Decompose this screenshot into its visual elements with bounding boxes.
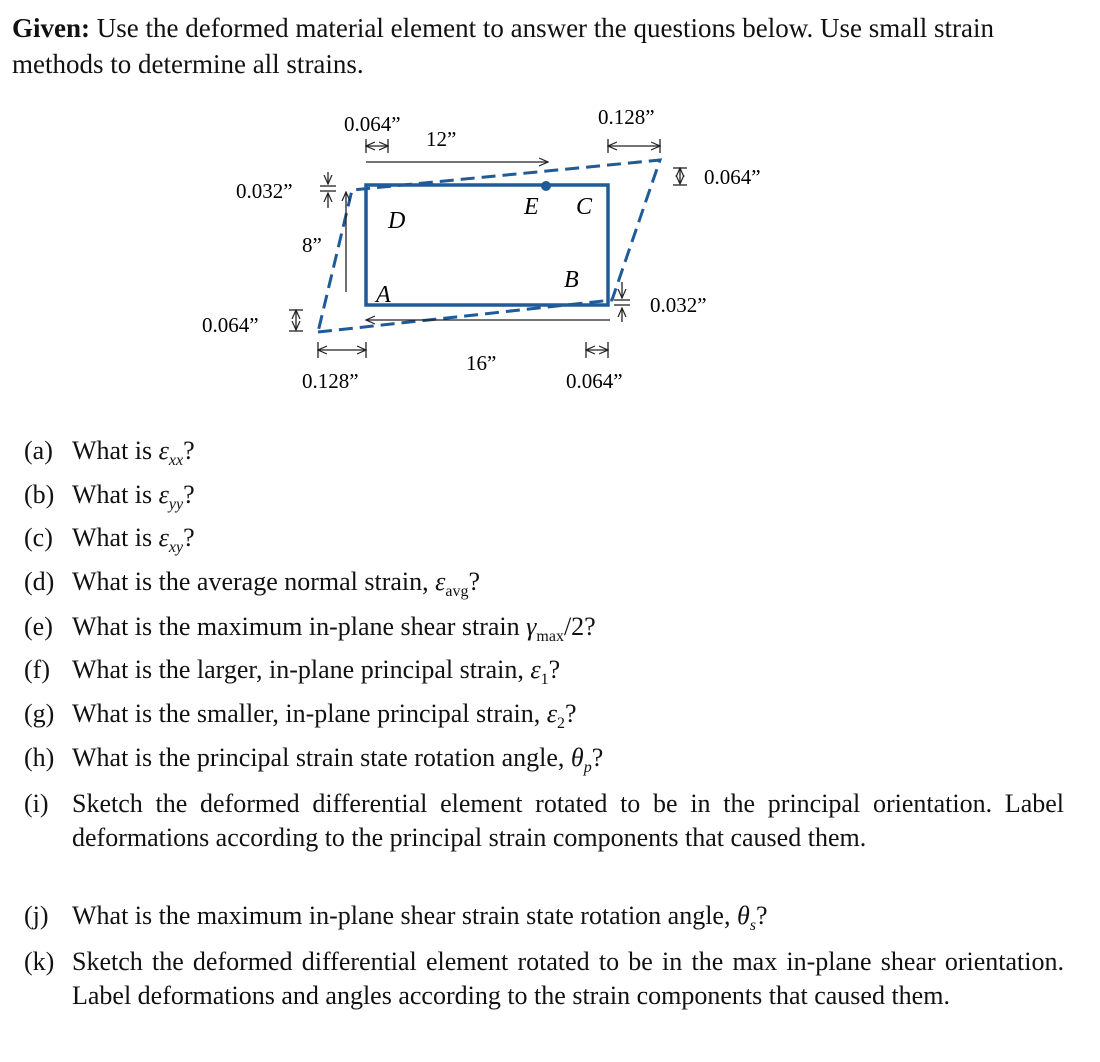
point-b-label: B [564,267,579,293]
point-e-label: E [524,194,539,220]
point-d-label: D [388,208,406,234]
given-text: Use the deformed material element to answer the questions below. Use small strain methods to determine all strains. [12,13,994,79]
label-bottom-length: 16” [466,351,497,375]
label-left-bottom: 0.064” [202,313,259,337]
point-e-dot [541,181,551,191]
question-h: (h) What is the principal strain state rotation angle, $\theta_p$? [24,743,604,777]
label-bottom-right-shift: 0.064” [566,369,623,393]
label-top-shift: 0.064” [344,112,401,136]
deformed-element-figure [0,0,1100,420]
given-label: Given: [12,13,90,43]
question-j: (j) What is the maximum in-plane shear strain state rotation angle, $\theta_s$? [24,901,768,935]
question-c: (c) What is $\varepsilon_{xy}$? [24,523,195,557]
point-c-label: C [576,194,593,220]
label-top-right-shift: 0.128” [598,105,655,129]
label-right-top: 0.064” [704,165,761,189]
label-top-length: 12” [426,127,457,151]
question-g: (g) What is the smaller, in-plane principal strain, $\varepsilon_2$? [24,699,577,733]
point-a-label: A [376,282,391,308]
label-bottom-left-shift: 0.128” [302,369,359,393]
question-f: (f) What is the larger, in-plane principal strain, $\varepsilon_1$? [24,655,561,689]
label-right-bottom: 0.032” [650,293,707,317]
question-k: (k) Sketch the deformed differential element rotated to be in the max in-plane shear orientation. Label deformations and angles according to the strain components that caused them. [24,947,1064,1010]
question-d: (d) What is the average normal strain, $\varepsilon_{avg}$? [24,567,481,601]
label-left-top: 0.032” [236,179,293,203]
label-left-height: 8” [302,233,322,257]
question-e: (e) What is the maximum in-plane shear strain $\gamma_{max}/2$? [24,612,596,646]
question-b: (b) What is $\varepsilon_{yy}$? [24,480,195,514]
question-a: (a) What is $\varepsilon_{xx}$? [24,436,195,470]
question-i: (i) Sketch the deformed differential element rotated to be in the principal orientation. Label deformations according to the principal strain components that caused them. [24,789,1064,852]
